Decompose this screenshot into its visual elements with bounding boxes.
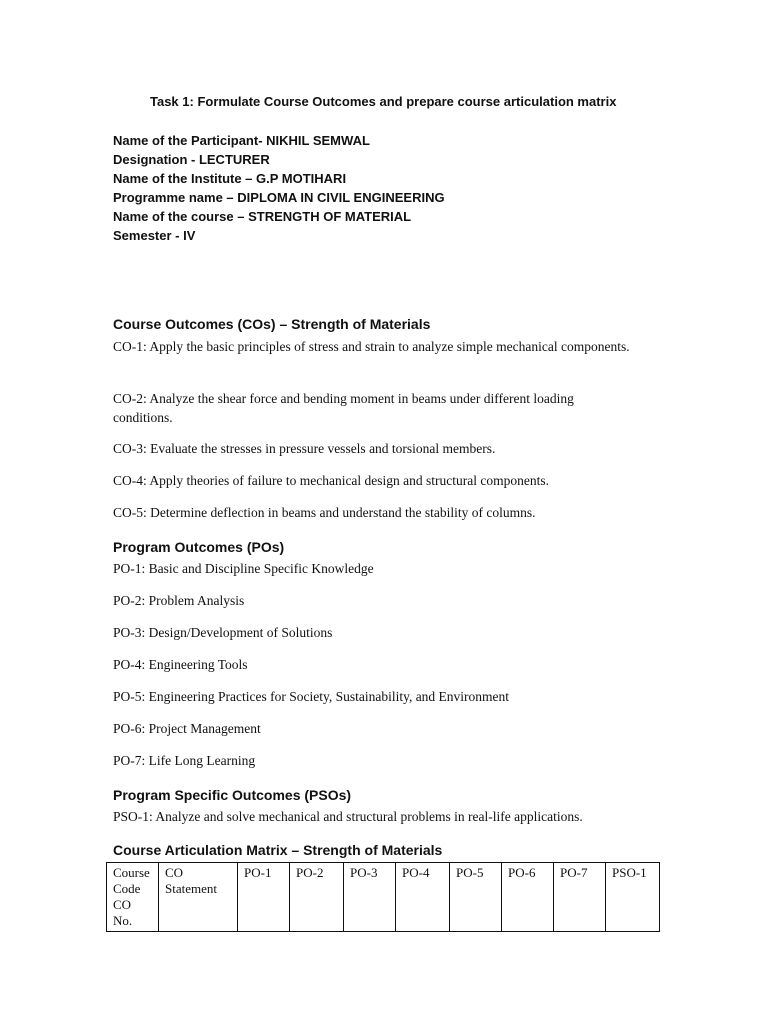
header-cell-po5: PO-5 [450,863,502,932]
co-item: CO-5: Determine deflection in beams and understand the stability of columns. [113,505,536,520]
header-cell-po2: PO-2 [290,863,344,932]
header-cell-co-statement: CO Statement [159,863,238,932]
co-item: CO-3: Evaluate the stresses in pressure vessels and torsional members. [113,441,496,456]
semester: Semester - IV [113,228,196,243]
po-item: PO-7: Life Long Learning [113,753,256,768]
po-item: PO-1: Basic and Discipline Specific Knowledge [113,561,374,576]
co-item: CO-4: Apply theories of failure to mechanical design and structural components. [113,473,550,488]
header-cell-course-code: Course Code CO No. [107,863,159,932]
matrix-heading: Course Articulation Matrix – Strength of Materials [113,842,443,858]
header-cell-po3: PO-3 [344,863,396,932]
co-item: CO-1: Apply the basic principles of stress and strain to analyze simple mechanical components. [113,339,630,354]
articulation-matrix-table [106,862,660,932]
header-cell-po6: PO-6 [502,863,554,932]
po-item: PO-5: Engineering Practices for Society, Sustainability, and Environment [113,689,510,704]
po-item: PO-2: Problem Analysis [113,593,245,608]
pso-item: PSO-1: Analyze and solve mechanical and structural problems in real-life applications. [113,809,583,824]
co-heading: Course Outcomes (COs) – Strength of Materials [113,316,431,332]
po-heading: Program Outcomes (POs) [113,539,285,555]
po-item: PO-6: Project Management [113,721,261,736]
institute-name: Name of the Institute – G.P MOTIHARI [113,171,347,186]
participant-name: Name of the Participant- NIKHIL SEMWAL [113,133,370,148]
header-cell-po4: PO-4 [396,863,450,932]
course-name: Name of the course – STRENGTH OF MATERIAL [113,209,412,224]
pso-heading: Program Specific Outcomes (PSOs) [113,787,352,803]
header-cell-po1: PO-1 [238,863,290,932]
header-cell-po7: PO-7 [554,863,606,932]
po-item: PO-3: Design/Development of Solutions [113,625,333,640]
programme-name: Programme name – DIPLOMA IN CIVIL ENGINEERING [113,190,445,205]
designation: Designation - LECTURER [113,152,270,167]
participant-info [113,131,445,245]
header-cell-pso1: PSO-1 [606,863,660,932]
task-title: Task 1: Formulate Course Outcomes and prepare course articulation matrix [150,94,617,109]
table-header-row [107,863,660,932]
co-item: CO-2: Analyze the shear force and bending moment in beams under different loading conditions. [113,391,574,425]
po-item: PO-4: Engineering Tools [113,657,248,672]
